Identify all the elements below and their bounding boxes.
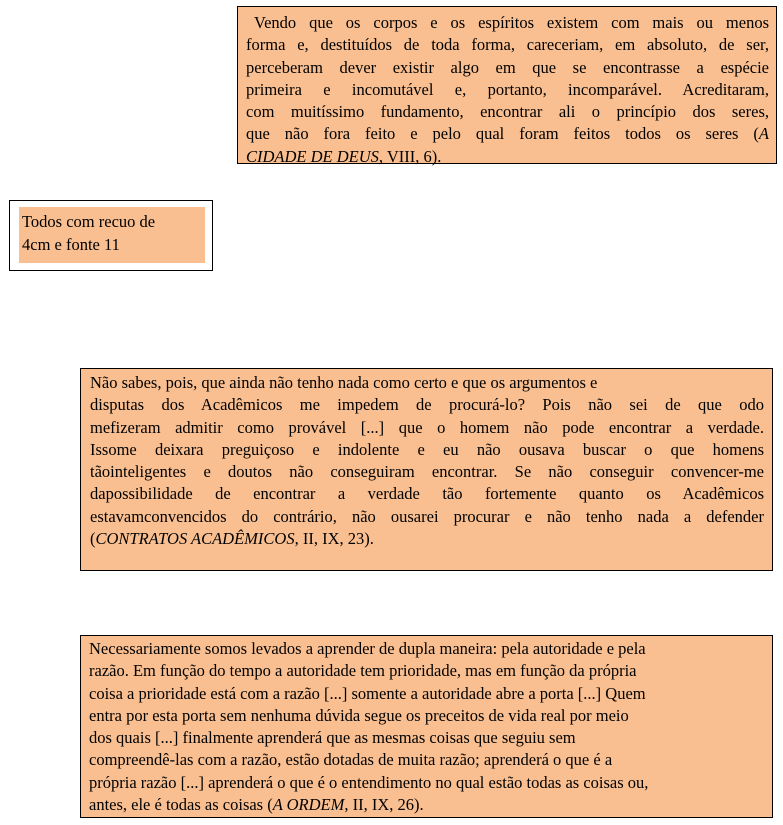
quote-line: forma e, destituídos de toda forma, careceriam, em absoluto, de ser, (246, 35, 769, 55)
quote-line: tãointeligentes e doutos não conseguiram encontrar. Se não conseguir convencer-me (90, 462, 764, 482)
quote-line: entra por esta porta sem nenhuma dúvida segue os preceitos de vida real por meio (89, 705, 629, 725)
quote-line (246, 146, 769, 168)
quote-line: primeira e incomutável e, portanto, incomparável. Acreditaram, (246, 79, 769, 99)
quote-line: Não sabes, pois, que ainda não tenho nada como certo e que os argumentos e (90, 373, 598, 392)
annotation-note (19, 207, 205, 263)
quote-line: disputas dos Acadêmicos me impedem de procurá-lo? Pois não sei de que odo (90, 395, 764, 415)
note-line: Todos com recuo de (22, 212, 156, 231)
quote-line: Vendo que os corpos e os espíritos existem com mais ou menos (254, 13, 769, 32)
citation-reference: , II, IX, 23). (294, 529, 374, 549)
quote-block-cidade-de-deus (237, 6, 777, 164)
quote-line: Necessariamente somos levados a aprender de dupla maneira: pela autoridade e pela (89, 639, 646, 658)
quote-line: Issome deixara preguiçoso e indolente e eu não ousava buscar o que homens (90, 439, 764, 459)
citation-title: CONTRATOS ACADÊMICOS (95, 529, 295, 549)
quote-line: própria razão [...] aprenderá o que é o entendimento no qual estão todas as coisas ou, (89, 772, 649, 792)
annotation-note-frame (9, 200, 213, 271)
quote-line: dos quais [...] finalmente aprenderá que as mesmas coisas que seguiu sem (89, 728, 576, 748)
quote-line: perceberam dever existir algo em que se encontrasse a espécie (246, 57, 769, 77)
citation-reference: , VIII, 6). (378, 146, 442, 166)
citation-title: A ORDEM (272, 795, 345, 815)
quote-line: (CONTRATOS ACADÊMICOS, II, IX, 23). (90, 529, 374, 549)
quote-line: dapossibilidade de encontrar a verdade tão fortemente quanto os Acadêmicos (90, 484, 764, 504)
quote-line: antes, ele é todas as coisas (A ORDEM, II, IX, 26). (89, 795, 424, 815)
quote-block-a-ordem (80, 635, 773, 818)
quote-line: que não fora feito e pelo qual foram feitos todos os seres (A (246, 124, 769, 144)
quote-line: estavamconvencidos do contrário, não ousarei procurar e não tenho nada a defender (90, 506, 764, 526)
quote-line: coisa a prioridade está com a razão [...] somente a autoridade abre a porta [...] Quem (89, 683, 646, 703)
citation-title: A (758, 124, 769, 144)
quote-line: razão. Em função do tempo a autoridade tem prioridade, mas em função da própria (89, 661, 637, 681)
quote-line: compreendê-las com a razão, estão dotadas de muita razão; aprenderá o que é a (89, 750, 613, 770)
quote-block-contratos-academicos (80, 368, 773, 571)
citation-reference: , II, IX, 26). (344, 795, 424, 815)
quote-line: mefizeram admitir como provável [...] que o homem não pode encontrar a verdade. (90, 417, 764, 437)
quote-line: com muitíssimo fundamento, encontrar ali o princípio dos seres, (246, 102, 769, 122)
citation-title: CIDADE DE DEUS (246, 146, 379, 166)
note-line: 4cm e fonte 11 (22, 235, 120, 254)
